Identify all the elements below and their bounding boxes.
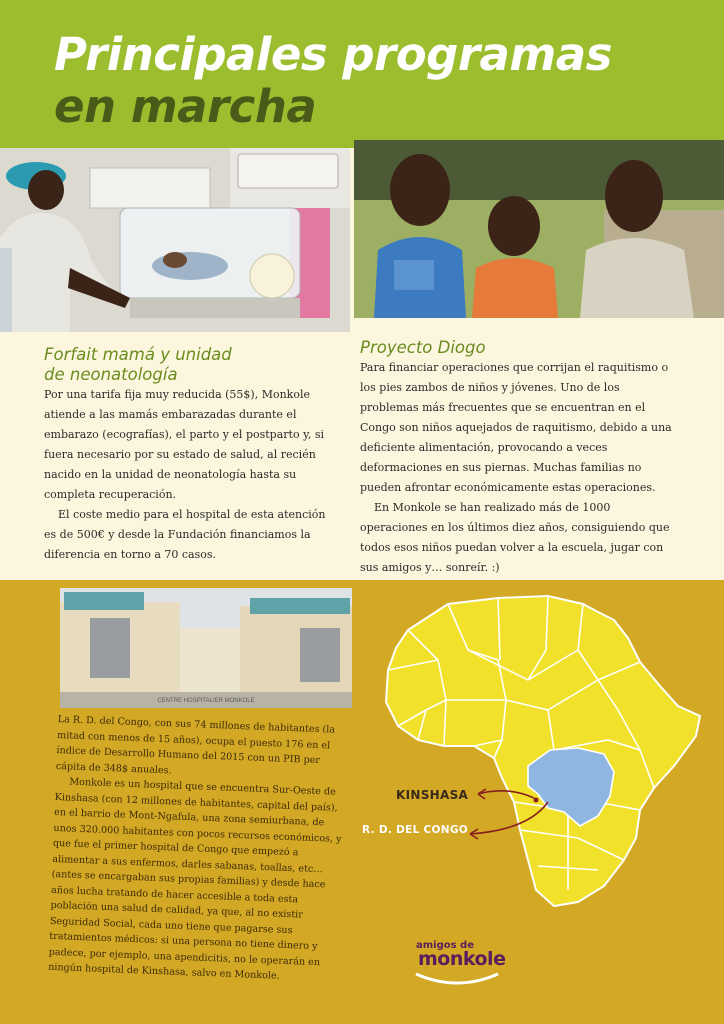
diogo-paragraph-2: En Monkole se han realizado más de 1000 operaciones en los últimos diez años, consiguiendo que todos esos niños puedan volver a la escuela, jugar con sus amigos y… sonreír. :)	[360, 501, 670, 574]
congo-label: R. D. DEL CONGO	[362, 824, 468, 836]
congo-paragraph-1: La R. D. del Congo, con sus 74 millones de habitantes (la mitad con menos de 15 años), ocupa el puesto 176 en el índice de Desarrollo Humano del 2015 con un PIB per cápita de 348$ anuales.	[55, 713, 336, 776]
page-title-line2: en marcha	[54, 80, 317, 133]
hospital-building-photo	[60, 588, 352, 708]
neonatology-title-line1: Forfait mamá y unidad	[44, 345, 232, 364]
logo-smile-icon	[412, 970, 502, 990]
amigos-de-monkole-logo	[408, 940, 518, 990]
logo-main-text: monkole	[418, 948, 506, 970]
neonatology-body	[44, 385, 340, 565]
africa-map	[378, 590, 708, 910]
africa-shape	[386, 596, 700, 906]
kinshasa-dot	[534, 798, 539, 803]
building-sign: CENTRE HOSPITALIER MONKOLE	[157, 698, 255, 704]
diogo-paragraph-1: Para financiar operaciones que corrijan el raquitismo o los pies zambos de niños y jóvenes. Uno de los problemas más frecuentes que se encuentran en el Congo son niños aquejados de raquitismo, debido a una deficiente alimentación, provocando a veces deformaciones en sus piernas. Muchas familias no pueden afrontar económicamente estas operaciones.	[360, 361, 672, 494]
nurse-incubator-illustration	[0, 148, 350, 332]
diogo-section-title: Proyecto Diogo	[360, 338, 486, 357]
africa-map-svg	[378, 590, 708, 910]
logo-top-text: amigos de	[416, 940, 474, 951]
nurse-incubator-photo	[0, 148, 350, 332]
diogo-body	[360, 358, 678, 578]
congo-description	[48, 712, 350, 987]
kinshasa-label: KINSHASA	[396, 788, 469, 802]
hospital-illustration	[60, 588, 352, 708]
neonatology-paragraph-2: El coste medio para el hospital de esta atención es de 500€ y desde la Fundación financiamos la diferencia en torno a 70 casos.	[44, 508, 326, 561]
children-illustration	[354, 140, 724, 318]
children-photo	[354, 140, 724, 318]
neonatology-title-line2: de neonatología	[44, 365, 178, 384]
congo-paragraph-2: Monkole es un hospital que se encuentra Sur-Oeste de Kinshasa (con 12 millones de habitantes, capital del país), en el barrio de Mont-Ngafula, una zona semiurbana, de unos 320.000 habitantes con pocos recursos económicos, y que fue el primer hospital de Congo que empezó a alimentar a sus enfermos, darles sabanas, toallas, etc… (antes se encargaban sus propias familias) y desde hace años lucha tratando de hacer accesible a toda esta población una salud de calidad, ya que, al no existir Seguridad Social, cada uno tiene que pagarse sus tratamientos médicos: si una persona no tiene dinero y padece, por ejemplo, una apendicitis, no le operarán en ningún hospital de Kinshasa, salvo en Monkole.	[47, 776, 342, 982]
header-banner	[0, 0, 724, 148]
neonatology-paragraph-1: Por una tarifa fija muy reducida (55$), Monkole atiende a las mamás embarazadas durante el embarazo (ecografías), el parto y el postparto y, si fuera necesario por su estado de salud, al recién nacido en la unidad de neonatología hasta su completa recuperación.	[44, 388, 324, 501]
page-title-line1: Principales programas	[54, 28, 612, 81]
neonatology-section-title	[44, 345, 232, 385]
